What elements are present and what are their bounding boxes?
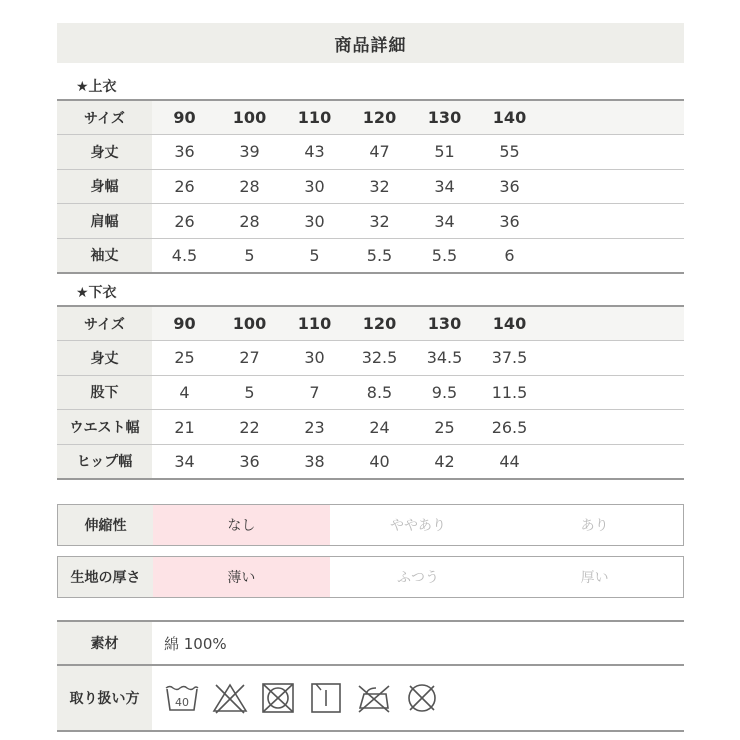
size-value-cell: 4 bbox=[152, 375, 217, 410]
size-value-cell: 32.5 bbox=[347, 341, 412, 376]
size-value-cell: 24 bbox=[347, 410, 412, 445]
size-header-cell: 130 bbox=[412, 100, 477, 135]
size-value-cell: 34 bbox=[412, 169, 477, 204]
empty-cell bbox=[542, 135, 684, 170]
stretch-option-none: なし bbox=[153, 505, 330, 545]
size-value-cell: 30 bbox=[282, 169, 347, 204]
wash-temp-label: 40 bbox=[175, 696, 189, 709]
thickness-label: 生地の厚さ bbox=[58, 557, 153, 597]
size-value-cell: 11.5 bbox=[477, 375, 542, 410]
empty-cell bbox=[542, 100, 684, 135]
size-value-cell: 30 bbox=[282, 204, 347, 239]
no-dry-clean-icon bbox=[404, 682, 440, 714]
size-value-cell: 5 bbox=[217, 375, 282, 410]
size-header-cell: 100 bbox=[217, 306, 282, 341]
size-value-cell: 22 bbox=[217, 410, 282, 445]
size-value-cell: 28 bbox=[217, 169, 282, 204]
size-header-cell: 110 bbox=[282, 100, 347, 135]
size-value-cell: 26 bbox=[152, 204, 217, 239]
size-value-cell: 5 bbox=[282, 238, 347, 273]
size-header-row bbox=[57, 100, 684, 135]
row-label: 身丈 bbox=[57, 135, 152, 170]
size-value-cell: 36 bbox=[152, 135, 217, 170]
size-row bbox=[57, 375, 684, 410]
stretch-option-yes: あり bbox=[580, 518, 609, 534]
size-value-cell: 42 bbox=[412, 444, 477, 479]
size-value-cell: 32 bbox=[347, 169, 412, 204]
size-header-cell: 140 bbox=[477, 306, 542, 341]
size-header-cell: 110 bbox=[282, 306, 347, 341]
size-value-cell: 43 bbox=[282, 135, 347, 170]
row-label: 身丈 bbox=[57, 341, 152, 376]
size-value-cell: 34.5 bbox=[412, 341, 477, 376]
empty-cell bbox=[542, 341, 684, 376]
size-value-cell: 5.5 bbox=[347, 238, 412, 273]
size-value-cell: 40 bbox=[347, 444, 412, 479]
material-value: 綿 100% bbox=[152, 621, 684, 665]
size-header-cell: 140 bbox=[477, 100, 542, 135]
thickness-option-thin: 薄い bbox=[153, 557, 330, 597]
row-label: サイズ bbox=[57, 306, 152, 341]
size-value-cell: 27 bbox=[217, 341, 282, 376]
tops-size-table bbox=[57, 99, 684, 274]
size-value-cell: 8.5 bbox=[347, 375, 412, 410]
no-bleach-icon bbox=[212, 682, 248, 714]
row-label: ウエスト幅 bbox=[57, 410, 152, 445]
row-label: 股下 bbox=[57, 375, 152, 410]
material-care-table bbox=[57, 620, 684, 732]
row-label: 肩幅 bbox=[57, 204, 152, 239]
size-row bbox=[57, 169, 684, 204]
stretch-rating bbox=[57, 504, 684, 546]
size-value-cell: 44 bbox=[477, 444, 542, 479]
size-value-cell: 4.5 bbox=[152, 238, 217, 273]
size-row bbox=[57, 444, 684, 479]
row-label: 身幅 bbox=[57, 169, 152, 204]
size-value-cell: 28 bbox=[217, 204, 282, 239]
size-value-cell: 47 bbox=[347, 135, 412, 170]
size-value-cell: 25 bbox=[152, 341, 217, 376]
wash-40-icon bbox=[164, 682, 200, 714]
size-value-cell: 38 bbox=[282, 444, 347, 479]
row-label: 袖丈 bbox=[57, 238, 152, 273]
stretch-label: 伸縮性 bbox=[58, 505, 153, 545]
size-value-cell: 55 bbox=[477, 135, 542, 170]
page-title: 商品詳細 bbox=[57, 23, 684, 63]
care-label: 取り扱い方 bbox=[57, 665, 152, 731]
size-header-row bbox=[57, 306, 684, 341]
size-row bbox=[57, 204, 684, 239]
size-value-cell: 32 bbox=[347, 204, 412, 239]
thickness-option-thick: 厚い bbox=[580, 570, 609, 586]
empty-cell bbox=[542, 169, 684, 204]
size-value-cell: 36 bbox=[217, 444, 282, 479]
size-row bbox=[57, 135, 684, 170]
size-value-cell: 36 bbox=[477, 204, 542, 239]
size-row bbox=[57, 410, 684, 445]
size-value-cell: 5.5 bbox=[412, 238, 477, 273]
tops-section-label: ★上衣 bbox=[76, 79, 117, 95]
size-header-cell: 100 bbox=[217, 100, 282, 135]
size-value-cell: 36 bbox=[477, 169, 542, 204]
thickness-rating bbox=[57, 556, 684, 598]
size-value-cell: 26 bbox=[152, 169, 217, 204]
size-header-cell: 90 bbox=[152, 100, 217, 135]
bottoms-section-label: ★下衣 bbox=[76, 285, 117, 301]
row-label: サイズ bbox=[57, 100, 152, 135]
size-header-cell: 90 bbox=[152, 306, 217, 341]
care-icons bbox=[152, 665, 684, 731]
size-value-cell: 39 bbox=[217, 135, 282, 170]
size-value-cell: 34 bbox=[412, 204, 477, 239]
size-value-cell: 5 bbox=[217, 238, 282, 273]
thickness-option-normal: ふつう bbox=[397, 570, 439, 586]
size-value-cell: 21 bbox=[152, 410, 217, 445]
size-value-cell: 25 bbox=[412, 410, 477, 445]
size-value-cell: 23 bbox=[282, 410, 347, 445]
size-value-cell: 30 bbox=[282, 341, 347, 376]
iron-low-icon bbox=[356, 682, 392, 714]
size-value-cell: 51 bbox=[412, 135, 477, 170]
size-value-cell: 7 bbox=[282, 375, 347, 410]
size-value-cell: 26.5 bbox=[477, 410, 542, 445]
size-value-cell: 6 bbox=[477, 238, 542, 273]
material-label: 素材 bbox=[57, 621, 152, 665]
size-value-cell: 34 bbox=[152, 444, 217, 479]
bottoms-size-table bbox=[57, 305, 684, 480]
size-row bbox=[57, 341, 684, 376]
size-header-cell: 120 bbox=[347, 100, 412, 135]
empty-cell bbox=[542, 375, 684, 410]
stretch-option-some: ややあり bbox=[390, 518, 446, 534]
empty-cell bbox=[542, 306, 684, 341]
empty-cell bbox=[542, 444, 684, 479]
empty-cell bbox=[542, 238, 684, 273]
size-row bbox=[57, 238, 684, 273]
row-label: ヒップ幅 bbox=[57, 444, 152, 479]
empty-cell bbox=[542, 204, 684, 239]
no-tumble-dry-icon bbox=[260, 682, 296, 714]
size-header-cell: 130 bbox=[412, 306, 477, 341]
size-value-cell: 37.5 bbox=[477, 341, 542, 376]
size-header-cell: 120 bbox=[347, 306, 412, 341]
empty-cell bbox=[542, 410, 684, 445]
line-dry-icon bbox=[308, 682, 344, 714]
size-value-cell: 9.5 bbox=[412, 375, 477, 410]
